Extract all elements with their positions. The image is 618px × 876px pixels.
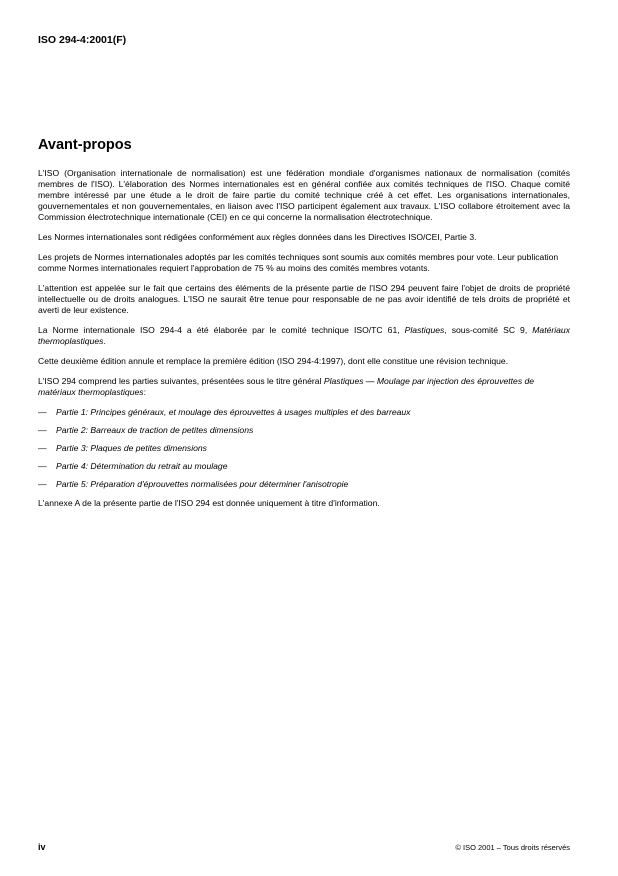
paragraph-voting: Les projets de Normes internationales adoptés par les comités techniques sont soumis aux comités membres pour vote. Leur publication comme Normes internationales requiert l'approbation de 75 % au moins des comités membres votants.: [38, 252, 559, 273]
paragraph-edition: Cette deuxième édition annule et remplace la première édition (ISO 294-4:1997), dont elle constitue une révision technique.: [38, 356, 509, 366]
parts-list: [38, 407, 570, 490]
list-dash: —: [38, 425, 47, 435]
foreword-body: [38, 168, 570, 518]
list-dash: —: [38, 461, 47, 471]
list-item: [38, 425, 570, 436]
copyright-notice: © ISO 2001 – Tous droits réservés: [455, 843, 570, 852]
paragraph-patent-rights: L'attention est appelée sur le fait que certains des éléments de la présente partie de l'ISO 294 peuvent faire l'objet de droits de propriété intellectuelle ou de droits analogues. L'ISO ne saurait être tenue pour responsable de ne pas avoir identifié de tels droits de propriété et averti de leur existence.: [38, 283, 570, 315]
list-item: [38, 407, 570, 418]
list-item-text: Partie 5: Préparation d'éprouvettes normalisées pour déterminer l'anisotropie: [56, 479, 349, 489]
parts-intro-pre: L'ISO 294 comprend les parties suivantes, présentées sous le titre général: [38, 376, 324, 386]
list-item: [38, 443, 570, 454]
list-item-text: Partie 2: Barreaux de traction de petites dimensions: [56, 425, 254, 435]
list-item: [38, 479, 570, 490]
list-item-text: Partie 1: Principes généraux, et moulage des éprouvettes à usages multiples et des barreaux: [56, 407, 411, 417]
subcommittee-name: Matériaux thermoplastiques: [38, 325, 570, 346]
list-dash: —: [38, 479, 47, 489]
page-title: Avant-propos: [38, 137, 132, 153]
committee-text-mid: , sous-comité SC 9,: [444, 325, 533, 335]
list-item-text: Partie 4: Détermination du retrait au moulage: [56, 461, 228, 471]
paragraph-iso-organisation: L'ISO (Organisation internationale de normalisation) est une fédération mondiale d'organismes nationaux de normalisation (comités membres de l'ISO). L'élaboration des Normes internationales est en général confiée aux comités techniques de l'ISO. Chaque comité membre intéressé par une étude a le droit de faire partie du comité technique créé à cet effet. Les organisations internationales, gouvernementales et non gouvernementales, en liaison avec l'ISO participent également aux travaux. L'ISO collabore étroitement avec la Commission électrotechnique internationale (CEI) en ce qui concerne la normalisation électrotechnique.: [38, 168, 570, 222]
committee-text-pre: La Norme internationale ISO 294-4 a été élaborée par le comité technique ISO/TC 61,: [38, 325, 405, 335]
paragraph-directives: Les Normes internationales sont rédigées conformément aux règles données dans les Directives ISO/CEI, Partie 3.: [38, 232, 477, 242]
list-item-text: Partie 3: Plaques de petites dimensions: [56, 443, 207, 453]
page-number: iv: [38, 842, 46, 852]
parts-intro-post: :: [143, 387, 146, 397]
paragraph-annex: L'annexe A de la présente partie de l'ISO 294 est donnée uniquement à titre d'information.: [38, 498, 380, 508]
list-item: [38, 461, 570, 472]
document-reference: ISO 294-4:2001(F): [38, 34, 127, 46]
paragraph-committee: [38, 325, 570, 347]
list-dash: —: [38, 407, 47, 417]
committee-name: Plastiques: [404, 325, 445, 335]
committee-text-post: .: [103, 336, 106, 346]
list-dash: —: [38, 443, 47, 453]
paragraph-parts-intro: [38, 376, 570, 398]
general-title: Plastiques — Moulage par injection des éprouvettes de matériaux thermoplastiques: [38, 376, 535, 397]
